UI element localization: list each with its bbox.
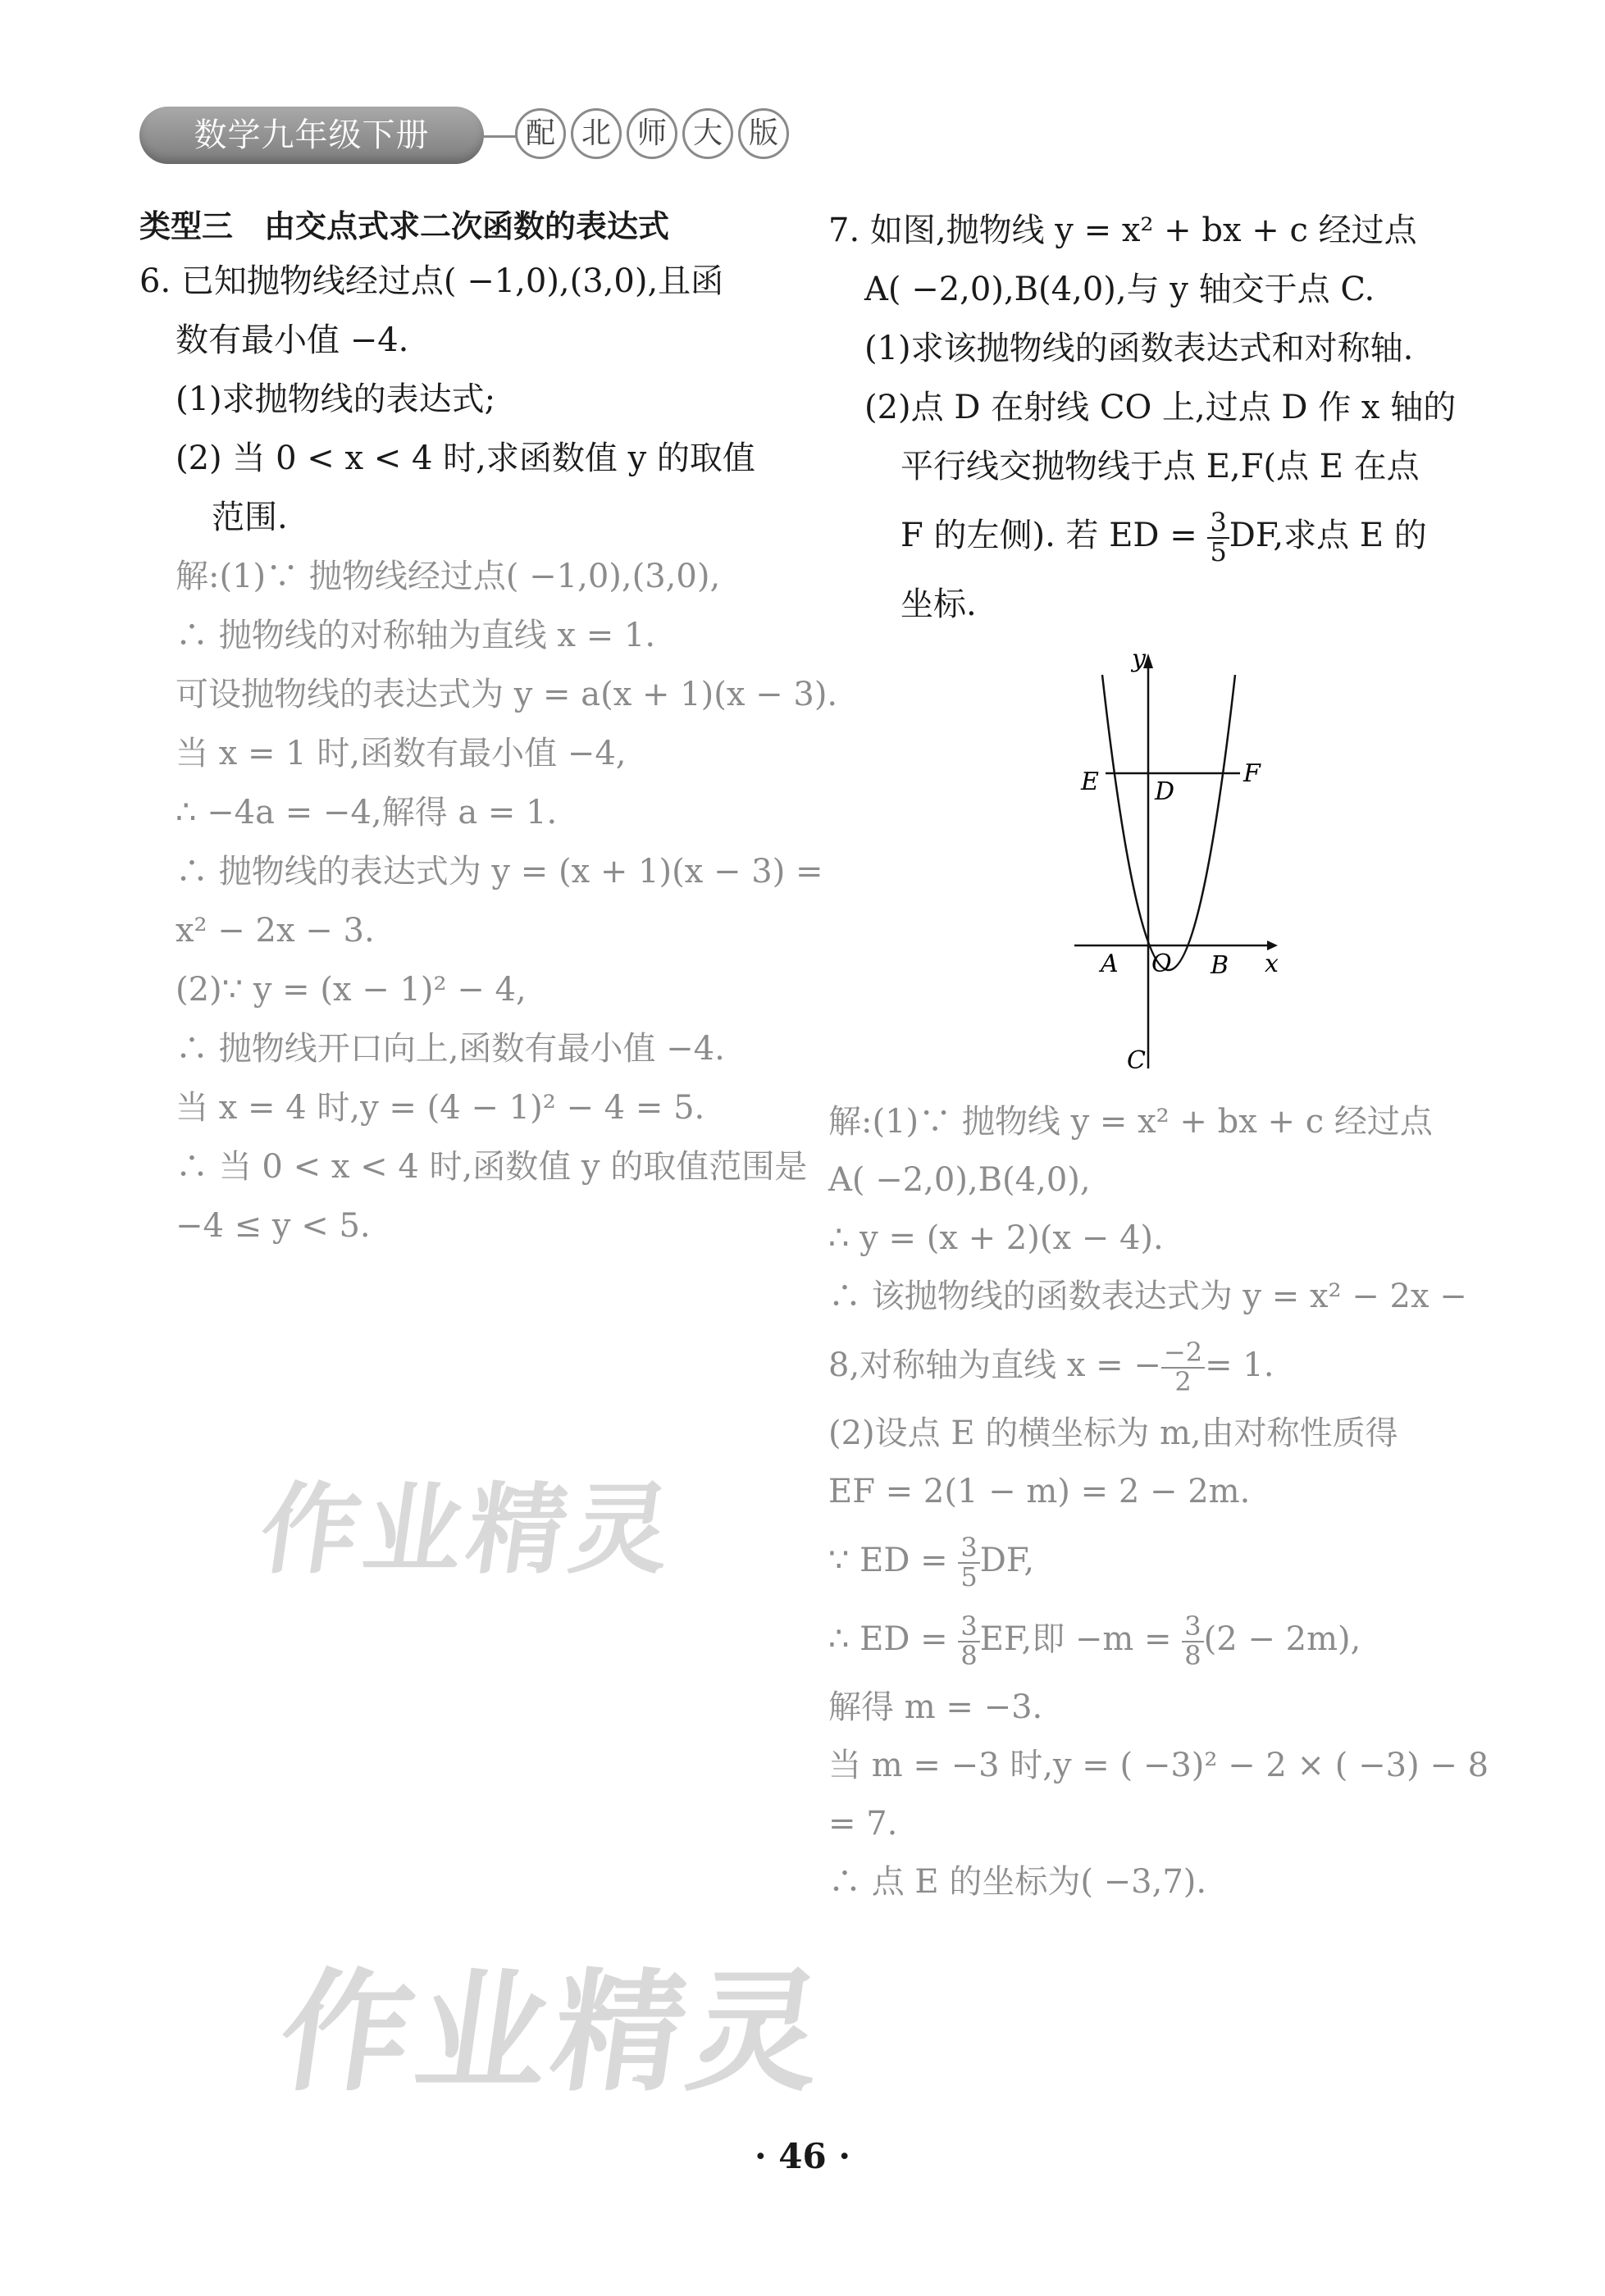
solution-line: x² − 2x − 3. [176, 912, 375, 950]
solution-line [828, 1326, 1468, 1405]
solution-line [828, 1521, 1468, 1600]
text: EF,即 −m = [979, 1620, 1183, 1658]
text: (2 − 2m), [1203, 1620, 1361, 1658]
solution-line: ∴ y = (x + 2)(x − 4). [828, 1219, 1164, 1257]
problem-line [828, 496, 1468, 575]
solution-line [828, 1600, 1468, 1679]
right-column [828, 201, 1489, 1911]
text: DF,求点 E 的 [1229, 517, 1427, 554]
numerator: −2 [1161, 1339, 1205, 1369]
denominator: 8 [1184, 1640, 1201, 1671]
text: 8,对称轴为直线 x = − [828, 1346, 1161, 1384]
text: ∴ ED = [828, 1620, 959, 1658]
fraction [1207, 509, 1229, 566]
solution-line: 解:(1)∵ 抛物线 y = x² + bx + c 经过点 [828, 1103, 1433, 1141]
label-o: O [1151, 950, 1172, 978]
solution-line: EF = 2(1 − m) = 2 − 2m. [828, 1473, 1251, 1510]
problem-line: (2) 当 0 < x < 4 时,求函数值 y 的取值 [176, 440, 755, 477]
label-y: y [1132, 645, 1146, 673]
problem-line: 平行线交抛物线于点 E,F(点 E 在点 [901, 448, 1420, 485]
left-column [139, 201, 838, 1255]
solution-6 [139, 547, 838, 1255]
edition-badges [515, 108, 789, 159]
problem-line: (2)点 D 在射线 CO 上,过点 D 作 x 轴的 [864, 389, 1457, 426]
solution-line: ∴ 抛物线的表达式为 y = (x + 1)(x − 3) = [176, 853, 823, 891]
solution-line: (2)∵ y = (x − 1)² − 4, [176, 971, 527, 1009]
solution-line: 可设抛物线的表达式为 y = a(x + 1)(x − 3). [176, 676, 838, 713]
solution-7 [828, 1093, 1489, 1911]
watermark: 作业精灵 [270, 1956, 837, 2109]
fraction [1161, 1339, 1205, 1396]
section-title: 类型三 由交点式求二次函数的表达式 [139, 208, 670, 244]
edition-char: 北 [571, 108, 622, 159]
fraction [958, 1610, 979, 1671]
problem-line: 数有最小值 −4. [176, 321, 409, 359]
label-x: x [1265, 950, 1279, 978]
solution-line: 当 x = 4 时,y = (4 − 1)² − 4 = 5. [176, 1089, 705, 1127]
problem-line: 7. 如图,抛物线 y = x² + bx + c 经过点 [828, 212, 1417, 249]
solution-line: ∴ 当 0 < x < 4 时,函数值 y 的取值范围是 [176, 1148, 808, 1186]
edition-char: 配 [515, 108, 566, 159]
solution-line: ∴ −4a = −4,解得 a = 1. [176, 794, 558, 831]
solution-line: 解得 m = −3. [828, 1688, 1043, 1726]
label-e: E [1081, 768, 1099, 796]
numerator: 3 [1207, 509, 1229, 539]
numerator: 3 [1182, 1613, 1203, 1642]
edition-char: 版 [738, 108, 789, 159]
solution-line: ∴ 该抛物线的函数表达式为 y = x² − 2x − [828, 1278, 1467, 1315]
label-f: F [1243, 759, 1261, 788]
banner-connector [484, 135, 517, 138]
solution-line: 解:(1)∵ 抛物线经过点( −1,0),(3,0), [176, 558, 721, 595]
solution-line: 当 m = −3 时,y = ( −3)² − 2 × ( −3) − 8 [828, 1747, 1489, 1784]
parabola-curve [1102, 675, 1235, 970]
label-c: C [1127, 1046, 1146, 1075]
label-a: A [1101, 950, 1119, 978]
problem-6 [139, 252, 779, 547]
text: DF, [979, 1542, 1035, 1579]
problem-line: (1)求该抛物线的函数表达式和对称轴. [864, 330, 1414, 367]
denominator: 5 [1210, 536, 1227, 567]
label-b: B [1211, 951, 1229, 980]
text: ∵ ED = [828, 1542, 959, 1579]
fraction [958, 1534, 979, 1591]
numerator: 3 [958, 1534, 979, 1564]
denominator: 8 [960, 1640, 978, 1671]
problem-7 [828, 201, 1468, 634]
parabola-figure [828, 634, 1468, 1093]
problem-line: A( −2,0),B(4,0),与 y 轴交于点 C. [864, 271, 1375, 308]
solution-line: 当 x = 1 时,函数有最小值 −4, [176, 735, 627, 772]
denominator: 5 [960, 1561, 978, 1592]
parabola-diagram [1066, 642, 1279, 1085]
solution-line: ∴ 点 E 的坐标为( −3,7). [828, 1863, 1207, 1901]
book-title-banner: 数学九年级下册 [139, 107, 484, 164]
solution-line: A( −2,0),B(4,0), [828, 1161, 1091, 1199]
problem-line: (1)求抛物线的表达式; [176, 380, 496, 418]
solution-line: = 7. [828, 1805, 898, 1843]
text: = 1. [1205, 1346, 1274, 1384]
text: F 的左侧). 若 ED = [901, 517, 1208, 554]
denominator: 2 [1174, 1366, 1192, 1397]
watermark: 作业精灵 [253, 1474, 683, 1588]
page-number: · 46 · [755, 2136, 850, 2176]
edition-char: 师 [627, 108, 677, 159]
solution-line: ∴ 抛物线开口向上,函数有最小值 −4. [176, 1030, 725, 1068]
problem-line: 范围. [212, 499, 288, 536]
problem-line: 坐标. [901, 585, 977, 623]
numerator: 3 [958, 1613, 979, 1642]
solution-line: (2)设点 E 的横坐标为 m,由对称性质得 [828, 1414, 1398, 1452]
solution-line: −4 ≤ y < 5. [176, 1207, 371, 1245]
fraction [1182, 1610, 1203, 1671]
edition-char: 大 [682, 108, 733, 159]
problem-line: 6. 已知抛物线经过点( −1,0),(3,0),且函 [139, 262, 724, 300]
label-d: D [1155, 777, 1175, 806]
solution-line: ∴ 抛物线的对称轴为直线 x = 1. [176, 617, 656, 654]
